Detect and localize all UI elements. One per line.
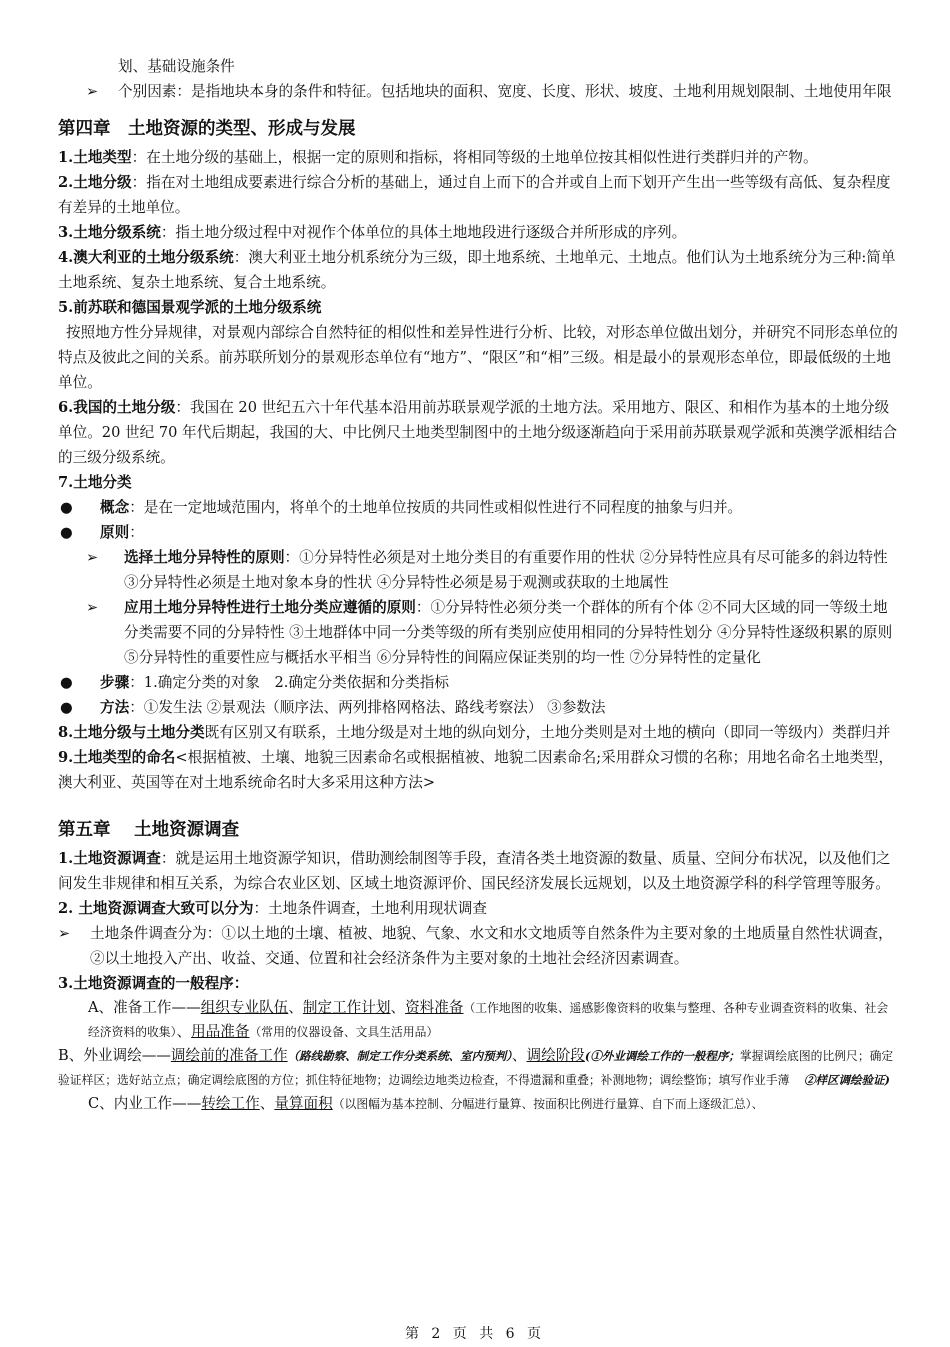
bullet-icon: ● [60,499,73,516]
bullet-icon: ● [60,699,73,716]
page-footer: 第 2 页 共 6 页 [404,1326,546,1342]
section-4-1: 1.土地类型：在土地分级的基础上，根据一定的原则和指标，将相同等级的土地单位按其相似性进行类群归并的产物。 [58,149,818,166]
arrow-bullet-icon: ➢ [86,549,99,566]
list-item [58,79,898,104]
bullet-steps: ● 步骤：1.确定分类的对象 2.确定分类依据和分类指标 [58,670,898,695]
section-5-2: 2. 土地资源调查大致可以分为：土地条件调查，土地利用现状调查 [58,900,487,917]
section-4-5-body: 按照地方性分异规律，对景观内部综合自然特征的相似性和差异性进行分析、比较，对形态单位做出划分，并研究不同形态单位的特点及彼此之间的关系。前苏联所划分的景观形态单位有“地方”、“限区”和“相”三级。相是最小的景观形态单位，即最低级的土地单位。 [58,324,898,391]
section-5-1: 1.土地资源调查：就是运用土地资源学知识，借助测绘制图等手段，查清各类土地资源的数量、质量、空间分布状况，以及他们之间发生非规律和相互关系，为综合农业区划、区域土地资源评价、国民经济发展长远规划，以及土地资源学科的科学管理等服务。 [58,850,891,892]
arrow-bullet-icon: ➢ [86,599,99,616]
continued-line: 划、基础设施条件 [118,58,235,75]
section-5-3-heading: 3.土地资源调查的一般程序： [58,975,249,992]
procedure-a: A、准备工作——组织专业队伍、制定工作计划、资料准备（工作地图的收集、遥感影像资料的收集与整理、各种专业调查资料的收集、社会经济资料的收集）、用品准备（常用的仪器设备、文具生活用品） [88,999,889,1040]
section-4-8: 8.土地分级与土地分类既有区别又有联系，土地分级是对土地的纵向划分，土地分类则是对土地的横向（即同一等级内）类群归并 [58,724,891,741]
section-4-3: 3.土地分级系统：指土地分级过程中对视作个体单位的具体土地地段进行逐级合并所形成的序列。 [58,224,687,241]
document-page [58,54,898,1116]
bullet-concept: ● 概念：是在一定地域范围内，将单个的土地单位按质的共同性或相似性进行不同程度的抽象与归并。 [58,495,898,520]
arrow-bullet-icon: ➢ [58,925,71,942]
section-4-4: 4.澳大利亚的土地分级系统：澳大利亚土地分机系统分为三级，即土地系统、土地单元、土地点。他们认为土地系统分为三种:简单土地系统、复杂土地系统、复合土地系统。 [58,249,896,291]
arrow-bullet-icon: ➢ [86,83,99,100]
bullet-icon: ● [60,674,73,691]
bullet-icon: ● [60,524,73,541]
bullet-principle: ● 原则： [58,520,898,545]
section-4-6: 6.我国的土地分级：我国在 20 世纪五六十年代基本沿用前苏联景观学派的土地方法。采用地方、限区、和相作为基本的土地分级单位。20 世纪 70 年代后期起，我国的大、中比例尺土地类型制图中的土地分级逐渐趋向于采用前苏联景观学派和英澳学派相结合的三级分级系统。 [58,399,898,466]
procedure-b: B、外业调绘——调绘前的准备工作（路线勘察、制定工作分类系统、室内预判）、调绘阶段(①外业调绘工作的一般程序；掌握调绘底图的比例尺；确定验证样区；选好站立点；确定调绘底图的方位；抓住特征地物；边调绘边地类边检查，不得遗漏和重叠；补测地物；调绘整饰；填写作业手薄 ②样区调绘验证) [58,1047,894,1087]
bullet-method: ● 方法：①发生法 ②景观法（顺序法、两列排格网格法、路线考察法） ③参数法 [58,695,898,720]
section-4-9: 9.土地类型的命名<根据植被、土壤、地貌三因素命名或根据植被、地貌二因素命名;采用群众习惯的名称；用地名命名土地类型，澳大利亚、英国等在对土地系统命名时大多采用这种方法> [58,749,894,791]
chapter-5-title: 第五章 土地资源调查 [58,820,240,840]
section-5-2-item: ➢ 土地条件调查分为：①以土地的土壤、植被、地貌、气象、水文和水文地质等自然条件为主要对象的土地质量自然性状调查，②以土地投入产出、收益、交通、位置和社会经济条件为主要对象的土地社会经济因素调查。 [58,921,898,971]
procedure-c: C、内业工作——转绘工作、量算面积（以图幅为基本控制、分幅进行量算、按面积比例进行量算、自下而上逐级汇总）、 [88,1095,764,1112]
list-item-text: 个别因素：是指地块本身的条件和特征。包括地块的面积、宽度、长度、形状、坡度、土地利用规划限制、土地使用年限 [118,83,892,100]
principle-item-2: ➢ 应用土地分异特性进行土地分类应遵循的原则：①分异特性必须分类一个群体的所有个体 ②不同大区域的同一等级土地分类需要不同的分异特性 ③土地群体中同一分类等级的所有类别应使用相同的分异特性划分 ④分异特性逐级积累的原则 ⑤分异特性的重要性应与概括水平相当 ⑥分异特性的间隔应保证类别的均一性 ⑦分异特性的定量化 [58,595,898,670]
principle-item-1: ➢ 选择土地分异特性的原则：①分异特性必须是对土地分类目的有重要作用的性状 ②分异特性应具有尽可能多的斜边特性 ③分异特性必须是土地对象本身的性状 ④分异特性必须是易于观测或获取的土地属性 [58,545,898,595]
section-4-2: 2.土地分级：指在对土地组成要素进行综合分析的基础上，通过自上而下的合并或自上而下划开产生出一些等级有高低、复杂程度有差异的土地单位。 [58,174,891,216]
section-4-7-heading: 7.土地分类 [58,474,132,491]
section-4-5-heading: 5.前苏联和德国景观学派的土地分级系统 [58,299,322,316]
chapter-4-title: 第四章 土地资源的类型、形成与发展 [58,119,356,139]
